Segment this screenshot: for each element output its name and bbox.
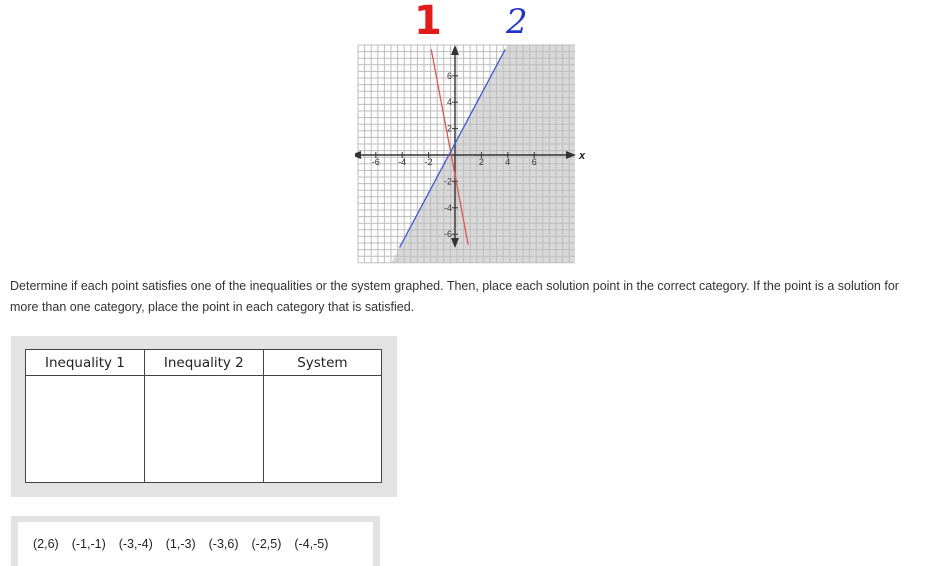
drop-zone-system[interactable] <box>263 376 381 483</box>
y-tick-label: -6 <box>443 229 452 240</box>
instructions-text: Determine if each point satisfies one of the inequalities or the system graphed. Then, place each solution point in the correct category. If the point is a solution for more than one category, place the point in each category that is satisfied. <box>10 279 899 314</box>
y-tick-label: -2 <box>443 176 452 187</box>
points-bank-panel <box>11 516 380 566</box>
drop-zone-inequality-2[interactable] <box>144 376 263 483</box>
category-header-system: System <box>263 350 381 376</box>
categories-panel <box>11 336 397 497</box>
category-header-inequality-2: Inequality 2 <box>144 350 263 376</box>
handwritten-annotation-2: 2 <box>506 2 528 42</box>
y-tick-label: 4 <box>446 97 452 108</box>
draggable-point[interactable]: (-3,6) <box>208 537 239 551</box>
draggable-point[interactable]: (1,-3) <box>165 537 196 551</box>
y-tick-label: 6 <box>446 70 452 81</box>
categories-table <box>25 349 382 483</box>
graph-canvas <box>355 0 585 268</box>
x-tick-label: -2 <box>424 157 433 167</box>
draggable-point[interactable]: (-3,-4) <box>118 537 153 551</box>
coordinate-graph <box>355 0 585 268</box>
drop-zone-inequality-1[interactable] <box>26 376 145 483</box>
y-tick-label: -4 <box>443 202 452 213</box>
category-header-inequality-1: Inequality 1 <box>26 350 145 376</box>
draggable-point[interactable]: (-2,5) <box>251 537 282 551</box>
x-tick-label: 2 <box>478 157 484 167</box>
draggable-point[interactable]: (-4,-5) <box>294 537 329 551</box>
points-bank <box>18 522 373 566</box>
draggable-point[interactable]: (-1,-1) <box>71 537 106 551</box>
handwritten-annotation-1: 1 <box>414 0 442 44</box>
x-axis-label: x <box>579 150 585 162</box>
x-tick-label: -4 <box>398 157 407 167</box>
y-tick-label: 2 <box>446 123 452 134</box>
x-tick-label: 6 <box>531 157 537 167</box>
x-tick-label: 4 <box>505 157 511 167</box>
draggable-point[interactable]: (2,6) <box>33 537 59 551</box>
x-tick-label: -6 <box>371 157 380 167</box>
